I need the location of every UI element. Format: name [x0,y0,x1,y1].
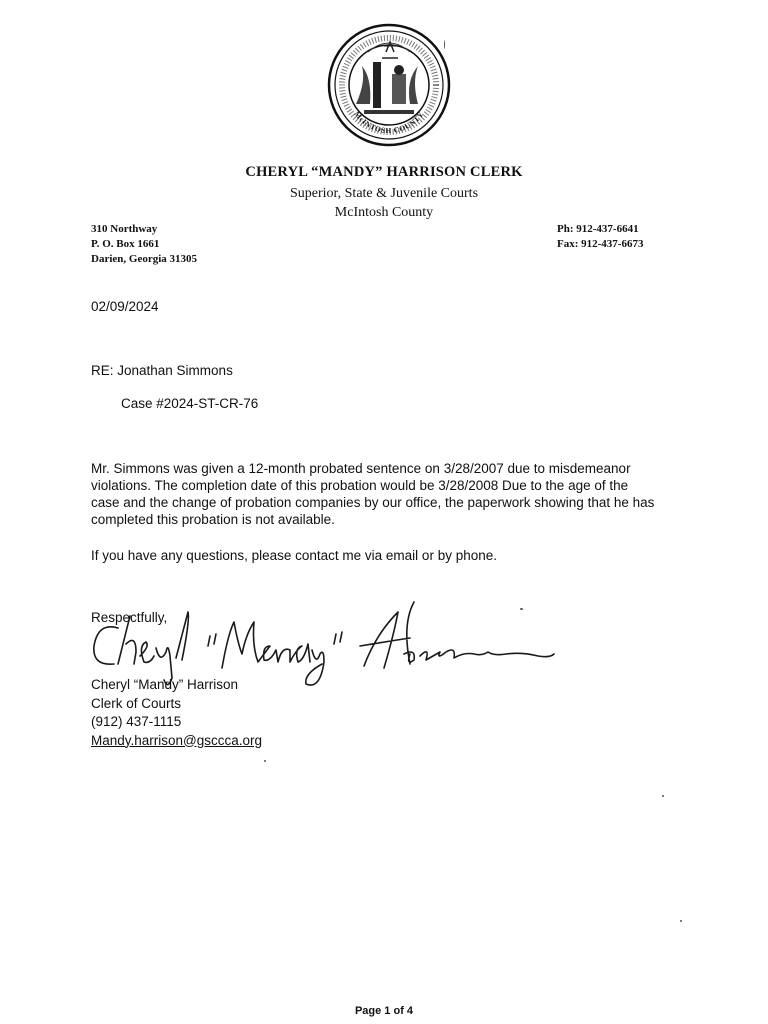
scan-speck [264,760,266,762]
re-line: RE: Jonathan Simmons [91,363,233,378]
address-line: Darien, Georgia 31305 [91,253,198,265]
body-line: violations. The completion date of this probation would be 3/28/2008 Due to the age of the [91,478,629,493]
phone-number: Ph: 912-437-6641 [557,223,639,235]
letter-date: 02/09/2024 [91,299,159,314]
scan-speck [680,920,682,922]
signer-block [91,676,262,750]
letter-body [91,460,691,528]
seal-ring-text: McINTOSH COUNTY [352,109,426,136]
fax-number: Fax: 912-437-6673 [557,238,644,250]
letterhead-courts: Superior, State & Juvenile Courts [289,186,479,201]
case-number: Case #2024-ST-CR-76 [121,396,259,411]
body-line: Mr. Simmons was given a 12-month probated sentence on 3/28/2007 due to misdemeanor [91,461,631,476]
letterhead-title: CHERYL “MANDY” HARRISON CLERK [245,164,523,180]
address-line: P. O. Box 1661 [91,238,160,250]
office-address [91,222,197,267]
body-line: completed this probation is not available. [91,512,335,527]
signer-email-link[interactable]: Mandy.harrison@gsccca.org [91,732,263,748]
address-line: 310 Northway [91,223,158,235]
scan-speck [662,795,664,797]
letter-body-contact: If you have any questions, please contact me via email or by phone. [91,548,497,563]
signer-phone: (912) 437-1115 [91,714,182,729]
county-seal-icon [326,22,452,148]
signer-title: Clerk of Courts [91,695,182,711]
scan-speck [520,608,523,610]
office-contact [557,222,643,252]
scan-speck [444,40,445,49]
closing: Respectfully, [91,610,168,625]
body-line: case and the change of probation companies by our office, the paperwork showing that he has [91,495,655,510]
page-number: Page 1 of 4 [354,1005,414,1017]
letterhead-county: McIntosh County [334,205,434,220]
signer-name: Cheryl “Mandy” Harrison [91,677,239,692]
